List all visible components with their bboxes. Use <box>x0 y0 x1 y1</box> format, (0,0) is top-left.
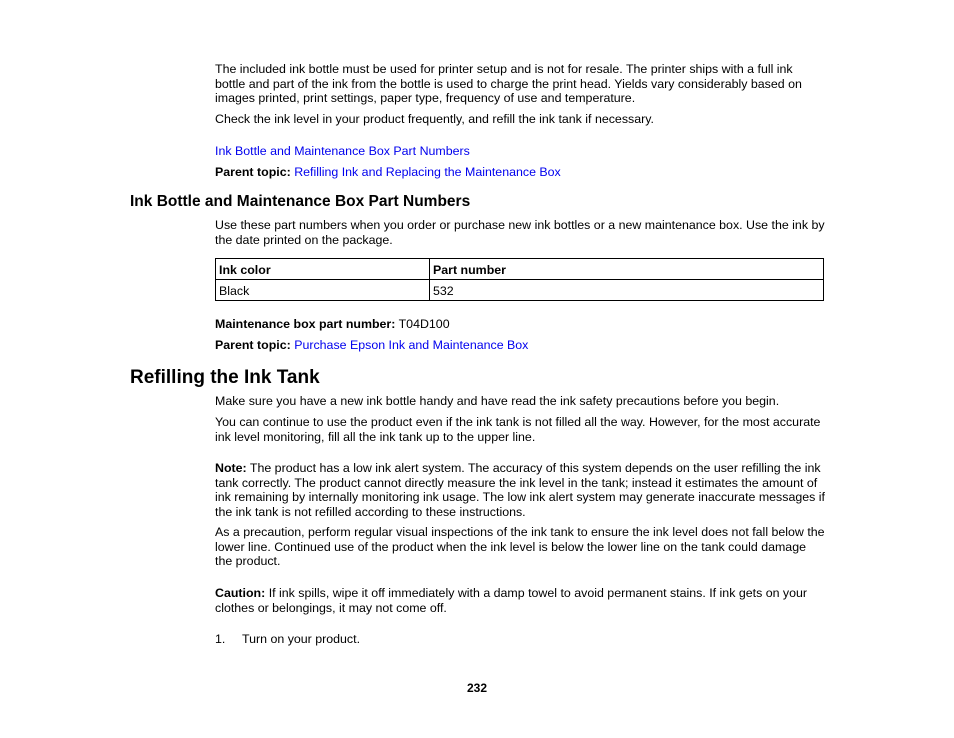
check-ink-paragraph: Check the ink level in your product frequently, and refill the ink tank if necessary. <box>215 112 654 126</box>
section-heading-refilling: Refilling the Ink Tank <box>130 367 320 388</box>
page-number: 232 <box>466 681 488 695</box>
maintenance-box-row <box>215 317 825 332</box>
column-header-ink-color: Ink color <box>216 259 430 280</box>
step-1 <box>215 632 825 647</box>
table-header-row <box>216 259 824 280</box>
maintenance-box-label: Maintenance box part number: <box>215 317 396 331</box>
parent-topic-link[interactable]: Refilling Ink and Replacing the Maintenance Box <box>294 165 561 179</box>
caution-text: If ink spills, wipe it off immediately with a damp towel to avoid permanent stains. If ink gets on your clothes or belongings, it may not come off. <box>215 586 808 615</box>
ink-bottle-handy-paragraph: Make sure you have a new ink bottle handy and have read the ink safety precautions before you begin. <box>215 394 780 408</box>
note-paragraph <box>215 461 825 519</box>
ink-level-monitoring-paragraph: You can continue to use the product even if the ink tank is not filled all the way. However, for the most accurate ink level monitoring, fill all the ink tank up to the upper line. <box>215 415 821 444</box>
maintenance-box-value: T04D100 <box>398 317 450 331</box>
step-number: 1. <box>215 632 226 646</box>
parent-topic-label-2: Parent topic: <box>215 338 291 352</box>
table-row <box>216 280 824 301</box>
parent-topic-row-2 <box>215 338 825 353</box>
caution-paragraph <box>215 586 825 615</box>
part-numbers-link-row <box>215 144 825 159</box>
precaution-paragraph: As a precaution, perform regular visual inspections of the ink tank to ensure the ink level does not fall below the lower line. Continued use of the product when the ink level is below the lower line on the tank could damage the product. <box>215 525 825 569</box>
part-numbers-intro-paragraph: Use these part numbers when you order or purchase new ink bottles or a new maintenance box. Use the ink by the date printed on the package. <box>215 218 825 247</box>
note-text: The product has a low ink alert system. The accuracy of this system depends on the user refilling the ink tank correctly. The product cannot directly measure the ink level in the tank; instead it estimates the amount of ink remaining by internally monitoring ink usage. The low ink alert system may generate inaccurate messages if the ink tank is not refilled according to these instructions. <box>215 461 825 519</box>
parent-topic-link-2[interactable]: Purchase Epson Ink and Maintenance Box <box>294 338 529 352</box>
section-heading-part-numbers: Ink Bottle and Maintenance Box Part Numbers <box>130 193 471 210</box>
column-header-part-number: Part number <box>430 259 824 280</box>
parent-topic-row <box>215 165 825 180</box>
cell-part-number: 532 <box>430 280 824 301</box>
step-text: Turn on your product. <box>242 632 361 646</box>
caution-label: Caution: <box>215 586 266 600</box>
parent-topic-label: Parent topic: <box>215 165 291 179</box>
part-numbers-table <box>215 258 824 301</box>
part-numbers-link[interactable]: Ink Bottle and Maintenance Box Part Numbers <box>215 144 470 158</box>
cell-ink-color: Black <box>216 280 430 301</box>
note-label: Note: <box>215 461 247 475</box>
intro-paragraph: The included ink bottle must be used for printer setup and is not for resale. The printer ships with a full ink bottle and part of the ink from the bottle is used to charge the print head. Yields vary considerably based on images printed, print settings, paper type, frequency of use and temperature. <box>215 62 802 106</box>
